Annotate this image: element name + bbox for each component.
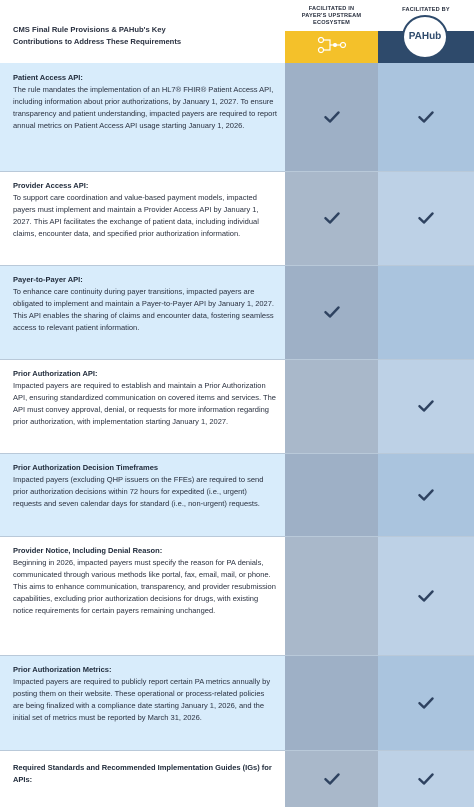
checkmark-icon <box>324 111 340 123</box>
checkmark-icon <box>418 111 434 123</box>
checkmark-icon <box>324 773 340 785</box>
row-divider <box>0 536 474 537</box>
table-row <box>0 265 474 359</box>
upstream-cell <box>285 655 378 750</box>
table-title <box>0 0 285 63</box>
pahub-cell <box>378 359 474 453</box>
row-body: To enhance care continuity during payer transitions, impacted payers are obligated to implement and maintain a Payer-to-Payer API by January 1, 2027. This API enables the sharing of claims and encounter data, fostering seamless access to relevant patient information. <box>13 287 274 332</box>
pahub-cell <box>378 453 474 536</box>
pahub-cell <box>378 265 474 359</box>
row-divider <box>0 655 474 656</box>
row-body: To support care coordination and value-based payment models, impacted payers must implement and maintain a Provider Access API by January 1, 2027. This API facilitates the exchange of patient data, including individual claims, encounter data, and specified prior authorization information. <box>13 193 259 238</box>
column-header-upstream-line1: FACILITATED IN <box>308 6 355 12</box>
row-title: Provider Access API: <box>13 181 89 190</box>
table-row <box>0 655 474 750</box>
row-divider <box>0 359 474 360</box>
row-title: Required Standards and Recommended Implementation Guides (IGs) for APIs: <box>13 763 272 784</box>
column-header-upstream-line3: ECOSYSTEM <box>313 20 350 26</box>
checkmark-icon <box>418 400 434 412</box>
row-divider <box>0 453 474 454</box>
checkmark-icon <box>324 212 340 224</box>
row-body: Impacted payers are required to publicly report certain PA metrics annually by posting them on their website. These operational or process-related policies are being finalized with a compliance date starting January 1, 2026, and the initial set of metrics must be reported by March 31, 2026. <box>13 677 271 722</box>
row-body: Impacted payers (excluding QHP issuers on the FFEs) are required to send prior authorization decisions within 72 hours for expedited (i.e., urgent) requests and seven calendar days for standard (i.e., non-urgent) requests. <box>13 475 264 508</box>
upstream-cell <box>285 453 378 536</box>
row-body: Beginning in 2026, impacted payers must specify the reason for PA denials, communicated through various methods like portal, fax, email, mail, or phone. This aims to enhance communication, transparency, and provider resubmission capabilities, excluding prior authorization decisions for drugs, with existing notice requirements for certain payers remaining unchanged. <box>13 558 276 615</box>
upstream-cell <box>285 359 378 453</box>
row-title: Provider Notice, Including Denial Reason: <box>13 546 163 555</box>
row-divider <box>0 265 474 266</box>
column-header-upstream <box>285 0 378 63</box>
checkmark-icon <box>418 489 434 501</box>
row-divider <box>0 750 474 751</box>
pahub-logo-text: PAHub <box>408 31 442 42</box>
checkmark-icon <box>418 697 434 709</box>
checkmark-icon <box>324 306 340 318</box>
upstream-cell <box>285 171 378 265</box>
column-header-pahub <box>378 0 474 63</box>
table-row <box>0 359 474 453</box>
row-title: Payer-to-Payer API: <box>13 275 83 284</box>
checkmark-icon <box>418 212 434 224</box>
pahub-logo <box>402 15 448 59</box>
table-header <box>0 0 474 63</box>
pahub-cell <box>378 655 474 750</box>
row-body: The rule mandates the implementation of an HL7® FHIR® Patient Access API, including information about prior authorizations, by January 1, 2027. To ensure transparency and patient understanding, impacted payers are required to report annual metrics on Patient Access API usage starting January 1, 2026. <box>13 85 277 130</box>
column-header-pahub-label: FACILITATED BY <box>402 7 450 13</box>
pahub-cell <box>378 63 474 171</box>
upstream-cell <box>285 750 378 807</box>
table-title-line1: CMS Final Rule Provisions & PAHub's Key <box>13 25 166 34</box>
column-header-upstream-line2: PAYER'S UPSTREAM <box>301 13 362 19</box>
pahub-cell <box>378 750 474 807</box>
pahub-cell <box>378 171 474 265</box>
row-title: Prior Authorization Metrics: <box>13 665 112 674</box>
row-divider <box>0 171 474 172</box>
upstream-cell <box>285 63 378 171</box>
table-row <box>0 453 474 536</box>
table-row <box>0 171 474 265</box>
upstream-cell <box>285 536 378 655</box>
row-body: Impacted payers are required to establish and maintain a Prior Authorization API, ensuring standardized communication on covered items and services. The API must convey approval, denial, or requests for more information regarding prior authorization, with implementation starting January 1, 2027. <box>13 381 276 426</box>
table-row <box>0 536 474 655</box>
ecosystem-network-icon <box>316 34 348 56</box>
table-row <box>0 750 474 807</box>
checkmark-icon <box>418 773 434 785</box>
checkmark-icon <box>418 590 434 602</box>
table-row <box>0 63 474 171</box>
pahub-cell <box>378 536 474 655</box>
upstream-cell <box>285 265 378 359</box>
row-title: Patient Access API: <box>13 73 83 82</box>
table-title-line2: Contributions to Address These Requirements <box>13 37 182 46</box>
row-title: Prior Authorization API: <box>13 369 98 378</box>
row-title: Prior Authorization Decision Timeframes <box>13 463 159 472</box>
